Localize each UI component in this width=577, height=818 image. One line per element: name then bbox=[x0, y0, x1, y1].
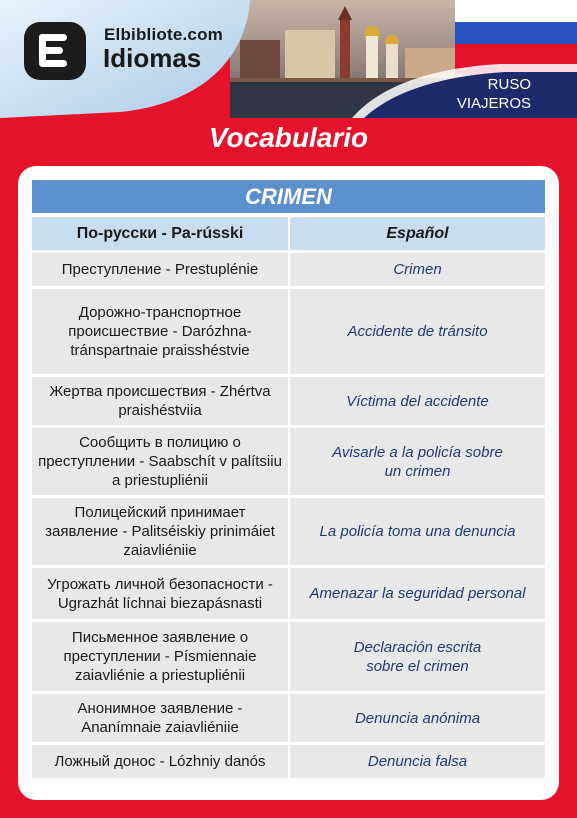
spanish-term: Denuncia falsa bbox=[290, 745, 545, 778]
audience-tag: VIAJEROS bbox=[456, 95, 531, 112]
spanish-term: Declaración escrita sobre el crimen bbox=[290, 622, 545, 691]
table-row bbox=[32, 498, 545, 565]
russian-term: Угрожать личной безопасности - Ugrazhát líchnai biezapásnasti bbox=[32, 568, 288, 619]
flag-white bbox=[455, 0, 577, 22]
category-header: CRIMEN bbox=[32, 180, 545, 213]
spanish-term: Crimen bbox=[290, 253, 545, 286]
russian-term: Полицейский принимает заявление - Palitséiskiy prinimáiet zaiavliéniie bbox=[32, 498, 288, 565]
table-row bbox=[32, 745, 545, 778]
language-tag: RUSO bbox=[487, 76, 531, 93]
spanish-term: Accidente de tránsito bbox=[290, 289, 545, 374]
site-name: Elbibliote.com bbox=[104, 25, 223, 44]
column-header-russian: По-русски - Pa-rússki bbox=[32, 217, 288, 250]
russian-term: Дорожно-транспортное происшествие - Darózhna-tránspartnaie praisshéstvie bbox=[32, 289, 288, 374]
russian-term: Преступление - Prestuplénie bbox=[32, 253, 288, 286]
russian-term: Анонимное заявление - Ananímnaie zaiavliéniie bbox=[32, 694, 288, 742]
flag-blue bbox=[455, 22, 577, 44]
spanish-term: Avisarle a la policía sobre un crimen bbox=[290, 428, 545, 495]
spanish-term: Denuncia anónima bbox=[290, 694, 545, 742]
column-header-spanish: Español bbox=[290, 217, 545, 250]
russian-term: Жертва происшествия - Zhértva praishéstviia bbox=[32, 377, 288, 425]
table-row bbox=[32, 289, 545, 374]
russian-term: Сообщить в полицию о преступлении - Saabschít v palítsiiu a priestupliénii bbox=[32, 428, 288, 495]
table-row bbox=[32, 377, 545, 425]
table-header-row bbox=[32, 217, 545, 250]
logo-icon bbox=[24, 22, 86, 80]
brand-name: Idiomas bbox=[103, 43, 202, 73]
spanish-term: Víctima del accidente bbox=[290, 377, 545, 425]
russian-term: Письменное заявление о преступлении - Písmiennaie zaiavliénie a priestupliénii bbox=[32, 622, 288, 691]
page-title: Vocabulario bbox=[208, 122, 369, 153]
table-row bbox=[32, 694, 545, 742]
table-row bbox=[32, 428, 545, 495]
russian-term: Ложный донос - Lózhniy danós bbox=[32, 745, 288, 778]
spanish-term: Amenazar la seguridad personal bbox=[290, 568, 545, 619]
table-row bbox=[32, 253, 545, 286]
table-row bbox=[32, 568, 545, 619]
table-row bbox=[32, 622, 545, 691]
header-banner bbox=[0, 0, 577, 118]
spanish-term: La policía toma una denuncia bbox=[290, 498, 545, 565]
